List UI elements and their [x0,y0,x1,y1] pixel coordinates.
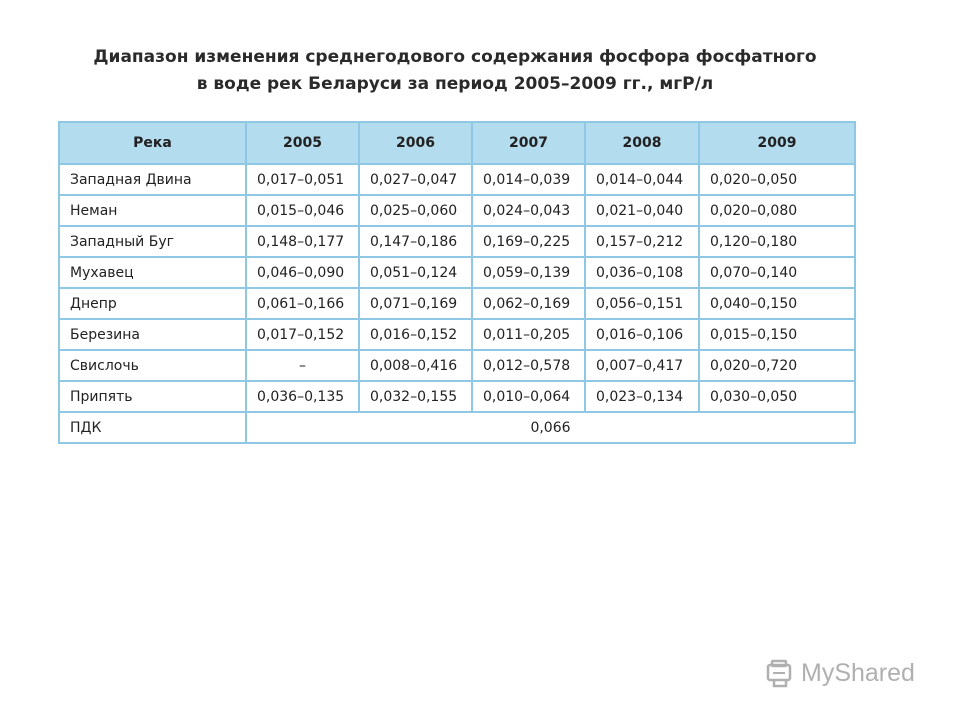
value-cell: 0,059–0,139 [472,257,585,288]
value-cell: 0,071–0,169 [359,288,472,319]
table-row [59,257,855,288]
watermark-text: MyShared [801,658,915,687]
value-cell: 0,051–0,124 [359,257,472,288]
value-cell: 0,147–0,186 [359,226,472,257]
slide-title [0,44,910,98]
table-row [59,319,855,350]
value-cell: 0,014–0,039 [472,164,585,195]
value-cell: 0,061–0,166 [246,288,359,319]
river-name: Днепр [59,288,246,319]
value-cell: 0,011–0,205 [472,319,585,350]
value-cell: 0,015–0,150 [699,319,855,350]
value-cell: 0,046–0,090 [246,257,359,288]
header-2007: 2007 [472,122,585,164]
value-cell: 0,021–0,040 [585,195,699,226]
value-cell: 0,014–0,044 [585,164,699,195]
pdk-label: ПДК [59,412,246,443]
value-cell: – [246,350,359,381]
header-2009: 2009 [699,122,855,164]
value-cell: 0,008–0,416 [359,350,472,381]
value-cell: 0,157–0,212 [585,226,699,257]
value-cell: 0,056–0,151 [585,288,699,319]
value-cell: 0,040–0,150 [699,288,855,319]
table-header-row [59,122,855,164]
value-cell: 0,169–0,225 [472,226,585,257]
header-2008: 2008 [585,122,699,164]
value-cell: 0,032–0,155 [359,381,472,412]
value-cell: 0,016–0,152 [359,319,472,350]
value-cell: 0,030–0,050 [699,381,855,412]
value-cell: 0,120–0,180 [699,226,855,257]
table-row [59,164,855,195]
myshared-logo-icon [765,658,795,688]
value-cell: 0,010–0,064 [472,381,585,412]
pdk-row [59,412,855,443]
pdk-value: 0,066 [246,412,855,443]
title-line-1: Диапазон изменения среднегодового содержания фосфора фосфатного [93,47,817,67]
river-name: Западная Двина [59,164,246,195]
value-cell: 0,020–0,050 [699,164,855,195]
river-name: Свислочь [59,350,246,381]
header-2006: 2006 [359,122,472,164]
value-cell: 0,007–0,417 [585,350,699,381]
river-name: Припять [59,381,246,412]
value-cell: 0,015–0,046 [246,195,359,226]
table-row [59,381,855,412]
value-cell: 0,036–0,108 [585,257,699,288]
river-name: Мухавец [59,257,246,288]
value-cell: 0,025–0,060 [359,195,472,226]
value-cell: 0,012–0,578 [472,350,585,381]
river-name: Березина [59,319,246,350]
river-name: Западный Буг [59,226,246,257]
value-cell: 0,148–0,177 [246,226,359,257]
value-cell: 0,017–0,152 [246,319,359,350]
value-cell: 0,016–0,106 [585,319,699,350]
table-row [59,288,855,319]
header-2005: 2005 [246,122,359,164]
river-name: Неман [59,195,246,226]
value-cell: 0,023–0,134 [585,381,699,412]
value-cell: 0,020–0,720 [699,350,855,381]
myshared-watermark [765,656,915,690]
value-cell: 0,024–0,043 [472,195,585,226]
value-cell: 0,062–0,169 [472,288,585,319]
title-line-2: в воде рек Беларуси за период 2005–2009 гг., мгР/л [196,74,714,94]
value-cell: 0,070–0,140 [699,257,855,288]
phosphate-table [58,121,856,444]
table-row [59,195,855,226]
table-row [59,226,855,257]
header-river: Река [59,122,246,164]
value-cell: 0,017–0,051 [246,164,359,195]
value-cell: 0,027–0,047 [359,164,472,195]
value-cell: 0,036–0,135 [246,381,359,412]
table-row [59,350,855,381]
value-cell: 0,020–0,080 [699,195,855,226]
